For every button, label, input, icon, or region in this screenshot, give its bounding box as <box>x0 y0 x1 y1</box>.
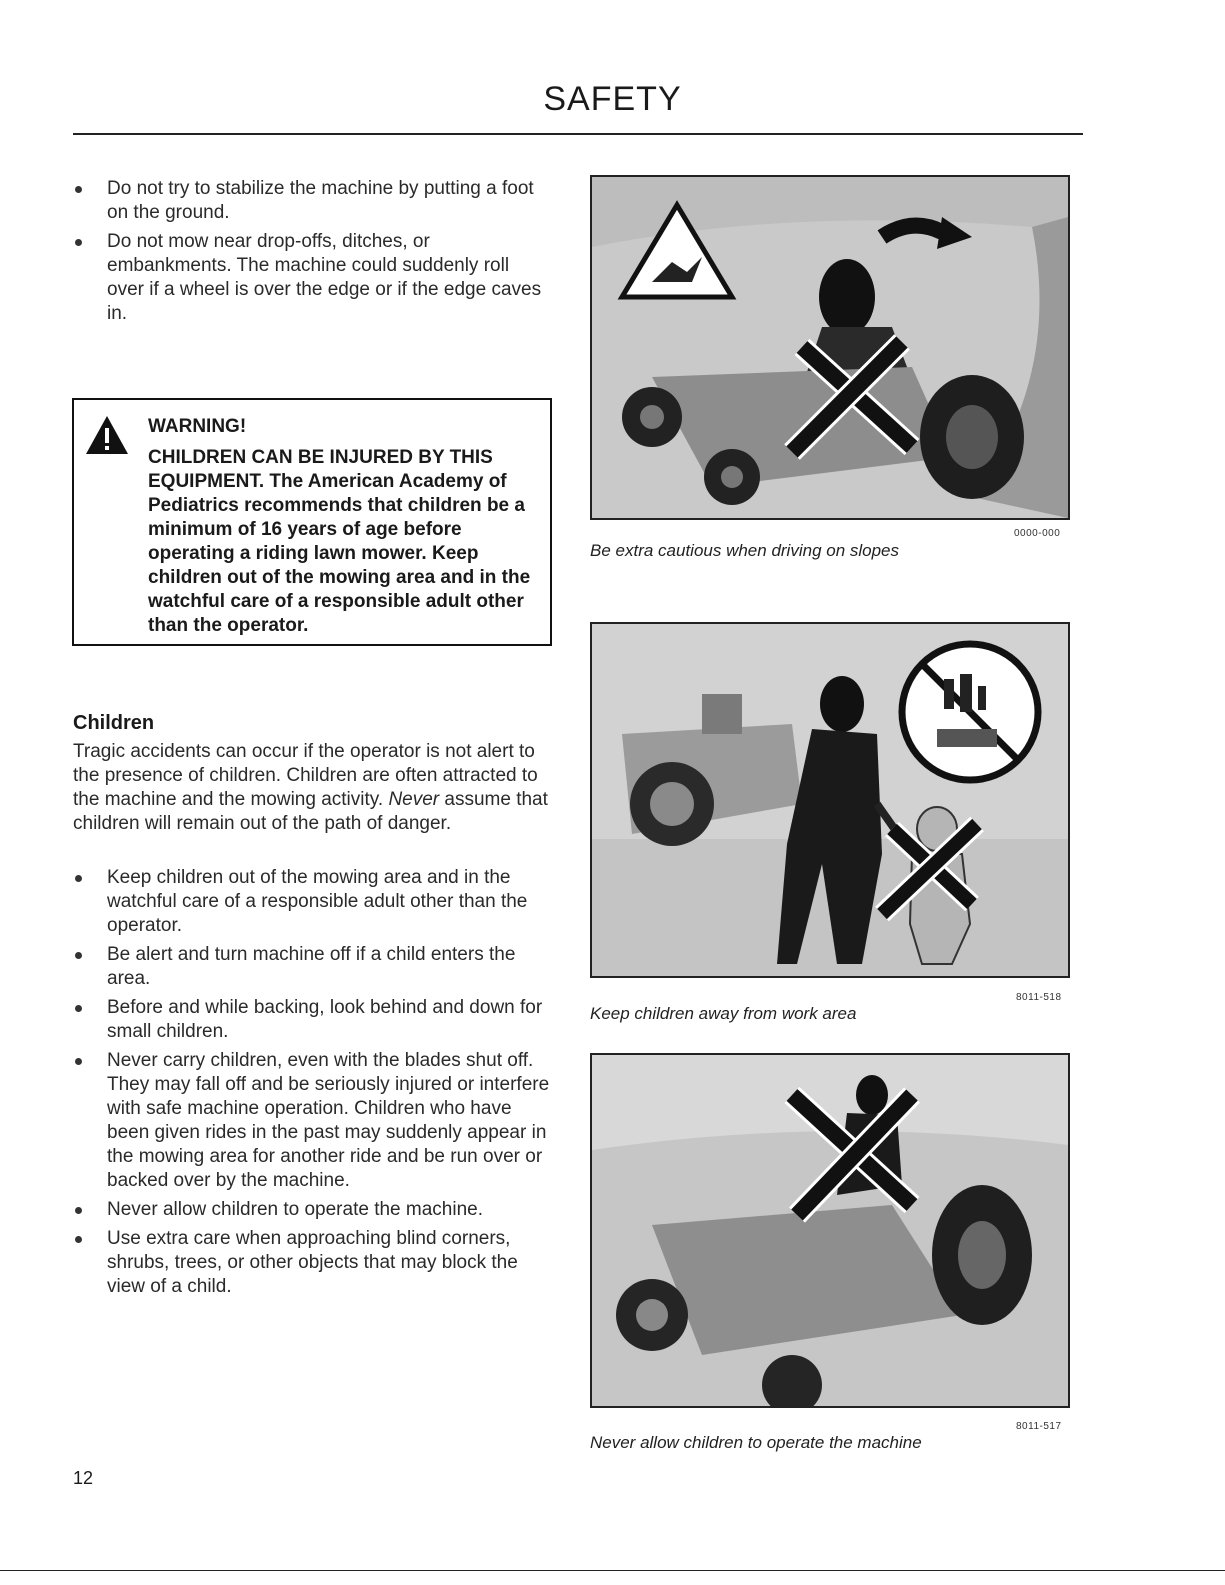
warning-triangle-icon <box>84 414 130 456</box>
figure-slope <box>590 175 1070 520</box>
bottom-rule <box>0 1570 1225 1571</box>
children-away-illustration <box>592 624 1068 976</box>
page-number: 12 <box>73 1468 94 1488</box>
children-intro-start: Tragic accidents can occur if the operator is not alert to the presence of children. Children are often attracted to the machine and the mowing activity. <box>73 741 538 810</box>
warning-heading: WARNING! <box>148 416 247 437</box>
page-title: SAFETY <box>543 80 682 118</box>
figure-code: 0000-000 <box>1014 528 1061 539</box>
list-item: Never allow children to operate the machine. <box>73 1198 553 1222</box>
figure-caption: Never allow children to operate the machine <box>590 1433 922 1452</box>
list-item: Do not mow near drop-offs, ditches, or embankments. The machine could suddenly roll over if a wheel is over the edge or if the edge caves in. <box>73 230 543 326</box>
children-intro <box>73 740 553 836</box>
list-item: Keep children out of the mowing area and in the watchful care of a responsible adult other than the operator. <box>73 866 553 938</box>
slope-mower-illustration <box>592 177 1068 518</box>
children-intro-never: Never <box>388 789 440 810</box>
figure-caption: Keep children away from work area <box>590 1004 857 1023</box>
warning-text: CHILDREN CAN BE INJURED BY THIS EQUIPMENT. The American Academy of Pediatrics recommends that children be a minimum of 16 years of age before operating a riding lawn mower. Keep children out of the mowing area and in the watchful care of a responsible adult other than the operator. <box>148 447 531 636</box>
children-intro-end: assume that children will remain out of the path of danger. <box>73 789 548 834</box>
figure-children-operate <box>590 1053 1070 1408</box>
figure-caption: Be extra cautious when driving on slopes <box>590 541 900 560</box>
children-heading: Children <box>73 712 155 734</box>
figure-children-away <box>590 622 1070 978</box>
list-item: Before and while backing, look behind and down for small children. <box>73 996 553 1044</box>
list-item: Never carry children, even with the blades shut off. They may fall off and be seriously injured or interfere with safe machine operation. Children who have been given rides in the past may suddenly appear in the mowing area for another ride and be run over or backed over by the machine. <box>73 1049 553 1193</box>
list-item: Be alert and turn machine off if a child enters the area. <box>73 943 553 991</box>
header-rule <box>73 133 1083 135</box>
list-item: Do not try to stabilize the machine by putting a foot on the ground. <box>73 177 543 225</box>
figure-code: 8011-518 <box>1016 992 1062 1003</box>
figure-code: 8011-517 <box>1016 1421 1062 1432</box>
warning-box <box>72 398 552 646</box>
children-bullet-list <box>73 866 553 1304</box>
child-operating-illustration <box>592 1055 1068 1406</box>
list-item: Use extra care when approaching blind corners, shrubs, trees, or other objects that may block the view of a child. <box>73 1227 553 1299</box>
top-bullet-list <box>73 177 543 331</box>
